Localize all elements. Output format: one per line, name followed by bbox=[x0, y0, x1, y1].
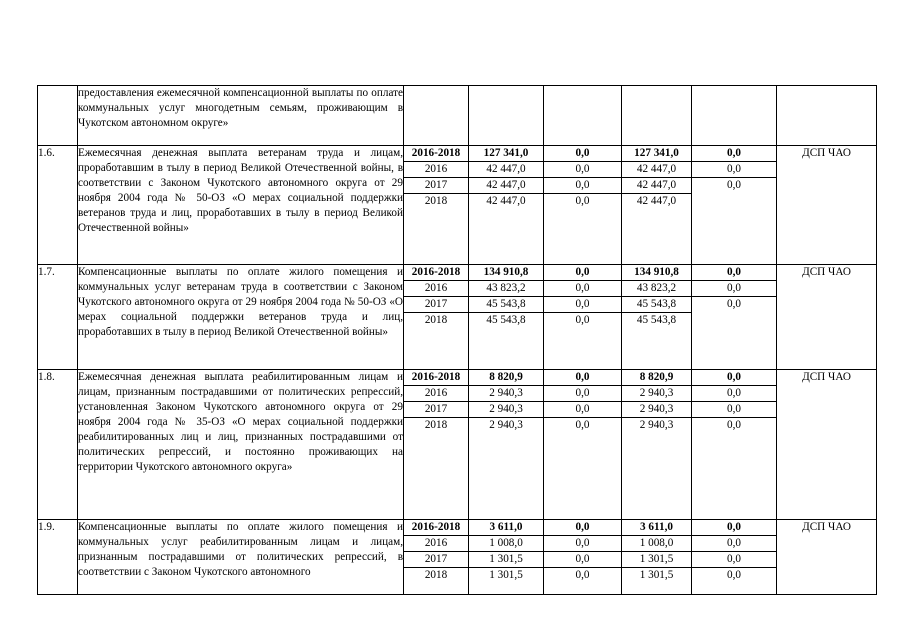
other-cell bbox=[692, 370, 777, 520]
other-value: 0,0 bbox=[692, 536, 776, 552]
federal-cell bbox=[544, 370, 622, 520]
district-value: 2 940,3 bbox=[622, 386, 691, 402]
row-description: Ежемесячная денежная выплата ветеранам труда и лицам, проработавшим в тылу в период Великой Отечественной войны, в соответствии с Законом Чукотского автономного округа от 29 ноября 2004 года № 50-ОЗ «О мерах социальной поддержки ветеранов труда и лиц, проработавших в тылу в период Великой Отечественной войны» bbox=[78, 146, 404, 265]
years-value: 2016 bbox=[404, 162, 468, 178]
district-cell bbox=[622, 146, 692, 265]
period-cell-values bbox=[404, 370, 468, 433]
cell-empty bbox=[404, 86, 469, 146]
district-cell bbox=[622, 370, 692, 520]
period-cell bbox=[404, 520, 469, 595]
other-value: 0,0 bbox=[692, 265, 776, 281]
district-value: 3 611,0 bbox=[622, 520, 691, 536]
years-value: 2016 bbox=[404, 536, 468, 552]
federal-value: 0,0 bbox=[544, 178, 621, 194]
federal-cell-values bbox=[544, 146, 621, 209]
total-cell bbox=[469, 520, 544, 595]
other-cell-values bbox=[692, 265, 776, 312]
federal-value: 0,0 bbox=[544, 146, 621, 162]
district-value: 42 447,0 bbox=[622, 178, 691, 194]
executor: ДСП ЧАО bbox=[777, 146, 877, 265]
district-value: 8 820,9 bbox=[622, 370, 691, 386]
federal-value: 0,0 bbox=[544, 536, 621, 552]
executor: ДСП ЧАО bbox=[777, 520, 877, 595]
other-value: 0,0 bbox=[692, 162, 776, 178]
years-value: 2016-2018 bbox=[404, 265, 468, 281]
district-value: 127 341,0 bbox=[622, 146, 691, 162]
years-value: 2016-2018 bbox=[404, 370, 468, 386]
district-cell-values bbox=[622, 370, 691, 433]
table-row bbox=[38, 265, 877, 370]
row-number bbox=[38, 86, 78, 146]
cell-empty bbox=[544, 86, 622, 146]
federal-value: 0,0 bbox=[575, 314, 590, 326]
total-cell-values bbox=[469, 146, 543, 209]
district-value: 1 301,5 bbox=[622, 552, 691, 568]
district-value: 1 008,0 bbox=[622, 536, 691, 552]
other-value: 0,0 bbox=[727, 419, 741, 431]
row-number: 1.6. bbox=[38, 146, 78, 265]
row-number: 1.7. bbox=[38, 265, 78, 370]
federal-value: 0,0 bbox=[544, 402, 621, 418]
total-value: 2 940,3 bbox=[469, 386, 543, 402]
table-row bbox=[38, 370, 877, 520]
district-cell-values bbox=[622, 146, 691, 209]
other-cell bbox=[692, 146, 777, 265]
federal-cell bbox=[544, 146, 622, 265]
total-cell bbox=[469, 370, 544, 520]
years-value: 2017 bbox=[404, 297, 468, 313]
other-cell bbox=[692, 265, 777, 370]
total-value: 42 447,0 bbox=[486, 195, 526, 207]
row-description: предоставления ежемесячной компенсационной выплаты по оплате коммунальных услуг многодетным семьям, проживающим в Чукотском автономном округе» bbox=[78, 86, 404, 146]
federal-value: 0,0 bbox=[544, 552, 621, 568]
row-description: Ежемесячная денежная выплата реабилитированным лицам и лицам, признанным пострадавшими от политических репрессий, установленная Законом Чукотского автономного округа от 29 ноября 2004 года № 35-ОЗ «О мерах социальной поддержки реабилитированных лиц и лиц, признанных пострадавшими от политических репрессий, и постоянно проживающих на территории Чукотского автономного округа» bbox=[78, 370, 404, 520]
cell-empty bbox=[692, 86, 777, 146]
executor: ДСП ЧАО bbox=[777, 265, 877, 370]
total-value: 1 008,0 bbox=[469, 536, 543, 552]
period-cell bbox=[404, 146, 469, 265]
district-value: 2 940,3 bbox=[622, 402, 691, 418]
other-value: 0,0 bbox=[692, 281, 776, 297]
total-value: 1 301,5 bbox=[469, 552, 543, 568]
total-value: 42 447,0 bbox=[469, 162, 543, 178]
row-number: 1.9. bbox=[38, 520, 78, 595]
cell-empty bbox=[777, 86, 877, 146]
total-value: 3 611,0 bbox=[469, 520, 543, 536]
total-value: 45 543,8 bbox=[486, 314, 526, 326]
federal-value: 0,0 bbox=[544, 297, 621, 313]
district-value: 45 543,8 bbox=[636, 314, 677, 326]
other-value: 0,0 bbox=[692, 370, 776, 386]
period-cell bbox=[404, 370, 469, 520]
district-value: 43 823,2 bbox=[622, 281, 691, 297]
other-value: 0,0 bbox=[727, 298, 741, 310]
program-table bbox=[37, 85, 877, 595]
total-value: 8 820,9 bbox=[469, 370, 543, 386]
table-body bbox=[38, 86, 877, 595]
total-value: 134 910,8 bbox=[469, 265, 543, 281]
years-value: 2018 bbox=[424, 314, 448, 326]
total-cell-values bbox=[469, 520, 543, 583]
other-cell bbox=[692, 520, 777, 595]
total-value: 45 543,8 bbox=[469, 297, 543, 313]
district-cell bbox=[622, 520, 692, 595]
district-value: 45 543,8 bbox=[622, 297, 691, 313]
row-description: Компенсационные выплаты по оплате жилого помещения и коммунальных услуг реабилитированным лицам и лицам, признанным пострадавшими от политических репрессий, в соответствии с Законом Чукотского автономного bbox=[78, 520, 404, 595]
total-value: 1 301,5 bbox=[489, 569, 523, 581]
district-value: 42 447,0 bbox=[622, 162, 691, 178]
total-value: 43 823,2 bbox=[469, 281, 543, 297]
district-value: 134 910,8 bbox=[622, 265, 691, 281]
period-cell-values bbox=[404, 520, 468, 583]
years-value: 2017 bbox=[404, 178, 468, 194]
federal-cell-values bbox=[544, 370, 621, 433]
federal-cell bbox=[544, 265, 622, 370]
district-cell-values bbox=[622, 520, 691, 583]
federal-value: 0,0 bbox=[544, 281, 621, 297]
years-value: 2018 bbox=[424, 569, 448, 581]
federal-value: 0,0 bbox=[544, 370, 621, 386]
other-cell-values bbox=[692, 370, 776, 433]
district-value: 42 447,0 bbox=[636, 195, 677, 207]
other-value: 0,0 bbox=[692, 146, 776, 162]
total-value: 2 940,3 bbox=[489, 419, 523, 431]
total-cell-values bbox=[469, 370, 543, 433]
cell-empty bbox=[622, 86, 692, 146]
years-value: 2016-2018 bbox=[404, 520, 468, 536]
years-value: 2016 bbox=[404, 386, 468, 402]
total-value: 127 341,0 bbox=[469, 146, 543, 162]
total-value: 42 447,0 bbox=[469, 178, 543, 194]
table-row-continuation bbox=[38, 86, 877, 146]
other-value: 0,0 bbox=[692, 552, 776, 568]
federal-value: 0,0 bbox=[544, 520, 621, 536]
table-row bbox=[38, 146, 877, 265]
federal-cell bbox=[544, 520, 622, 595]
table-row bbox=[38, 520, 877, 595]
federal-value: 0,0 bbox=[544, 265, 621, 281]
total-cell bbox=[469, 146, 544, 265]
years-value: 2018 bbox=[424, 419, 448, 431]
other-value: 0,0 bbox=[692, 520, 776, 536]
other-value: 0,0 bbox=[692, 386, 776, 402]
executor: ДСП ЧАО bbox=[777, 370, 877, 520]
years-value: 2017 bbox=[404, 552, 468, 568]
total-cell bbox=[469, 265, 544, 370]
district-value: 2 940,3 bbox=[639, 419, 674, 431]
federal-value: 0,0 bbox=[575, 195, 590, 207]
federal-value: 0,0 bbox=[544, 162, 621, 178]
federal-value: 0,0 bbox=[575, 419, 590, 431]
federal-value: 0,0 bbox=[575, 569, 590, 581]
period-cell-values bbox=[404, 146, 468, 209]
district-value: 1 301,5 bbox=[639, 569, 674, 581]
years-value: 2017 bbox=[404, 402, 468, 418]
federal-value: 0,0 bbox=[544, 386, 621, 402]
period-cell bbox=[404, 265, 469, 370]
total-value: 2 940,3 bbox=[469, 402, 543, 418]
years-value: 2018 bbox=[424, 195, 448, 207]
total-cell-values bbox=[469, 265, 543, 328]
period-cell-values bbox=[404, 265, 468, 328]
federal-cell-values bbox=[544, 520, 621, 583]
row-number: 1.8. bbox=[38, 370, 78, 520]
federal-cell-values bbox=[544, 265, 621, 328]
other-value: 0,0 bbox=[692, 402, 776, 418]
cell-empty bbox=[469, 86, 544, 146]
other-value: 0,0 bbox=[727, 179, 741, 191]
other-cell-values bbox=[692, 146, 776, 193]
other-cell-values bbox=[692, 520, 776, 583]
other-value: 0,0 bbox=[727, 569, 741, 581]
row-description: Компенсационные выплаты по оплате жилого помещения и коммунальных услуг ветеранам труда в соответствии с Законом Чукотского автономного округа от 29 ноября 2004 года № 50-ОЗ «О мерах социальной поддержки ветеранов труда и лиц, проработавших в тылу в период Великой Отечественной войны» bbox=[78, 265, 404, 370]
years-value: 2016-2018 bbox=[404, 146, 468, 162]
district-cell bbox=[622, 265, 692, 370]
years-value: 2016 bbox=[404, 281, 468, 297]
district-cell-values bbox=[622, 265, 691, 328]
